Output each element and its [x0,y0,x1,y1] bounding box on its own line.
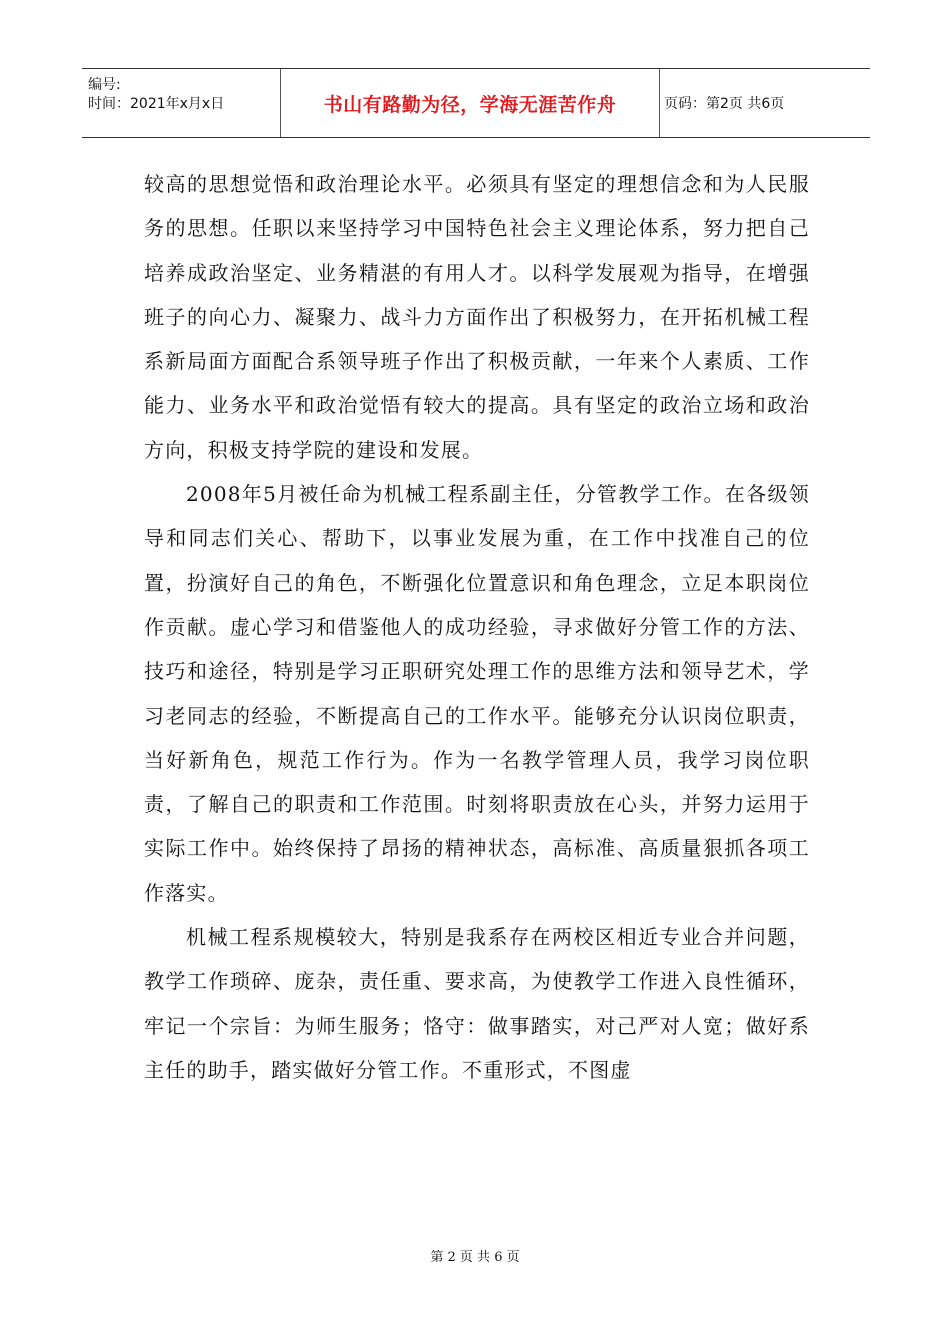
header-motto: 书山有路勤为径，学海无涯苦作舟 [323,93,617,116]
page-footer: 第 2 页 共 6 页 [430,1250,520,1265]
document-body [144,162,810,1092]
header-motto-cell [280,69,660,137]
document-number-label: 编号: [88,77,121,93]
page-header [82,68,870,138]
header-meta [82,69,280,137]
body-paragraph-1: 较高的思想觉悟和政治理论水平。必须具有坚定的理想信念和为人民服务的思想。任职以来坚持学习中国特色社会主义理论体系，努力把自己培养成政治坚定、业务精湛的有用人才。以科学发展观为指导，在增强班子的向心力、凝聚力、战斗力方面作出了积极努力，在开拓机械工程系新局面方面配合系领导班子作出了积极贡献，一年来个人素质、工作能力、业务水平和政治觉悟有较大的提高。具有坚定的政治立场和政治方向，积极支持学院的建设和发展。 [144,172,810,462]
document-date-label: 时间：2021年x月x日 [88,96,225,112]
body-paragraph-2: 2008年5月被任命为机械工程系副主任，分管教学工作。在各级领导和同志们关心、帮助下，以事业发展为重，在工作中找准自己的位置，扮演好自己的角色，不断强化位置意识和角色理念，立足本职岗位作贡献。虚心学习和借鉴他人的成功经验，寻求做好分管工作的方法、技巧和途径，特别是学习正职研究处理工作的思维方法和领导艺术，学习老同志的经验，不断提高自己的工作水平。能够充分认识岗位职责，当好新角色，规范工作行为。作为一名教学管理人员，我学习岗位职责，了解自己的职责和工作范围。时刻将职责放在心头，并努力运用于实际工作中。始终保持了昂扬的精神状态，高标准、高质量狠抓各项工作落实。 [144,482,810,905]
header-page-info: 页码：第2页 共6页 [664,96,785,112]
body-paragraph-3: 机械工程系规模较大，特别是我系存在两校区相近专业合并问题，教学工作琐碎、庞杂，责任重、要求高，为使教学工作进入良性循环，牢记一个宗旨：为师生服务；恪守：做事踏实，对己严对人宽；做好系主任的助手，踏实做好分管工作。不重形式，不图虚 [144,925,810,1082]
